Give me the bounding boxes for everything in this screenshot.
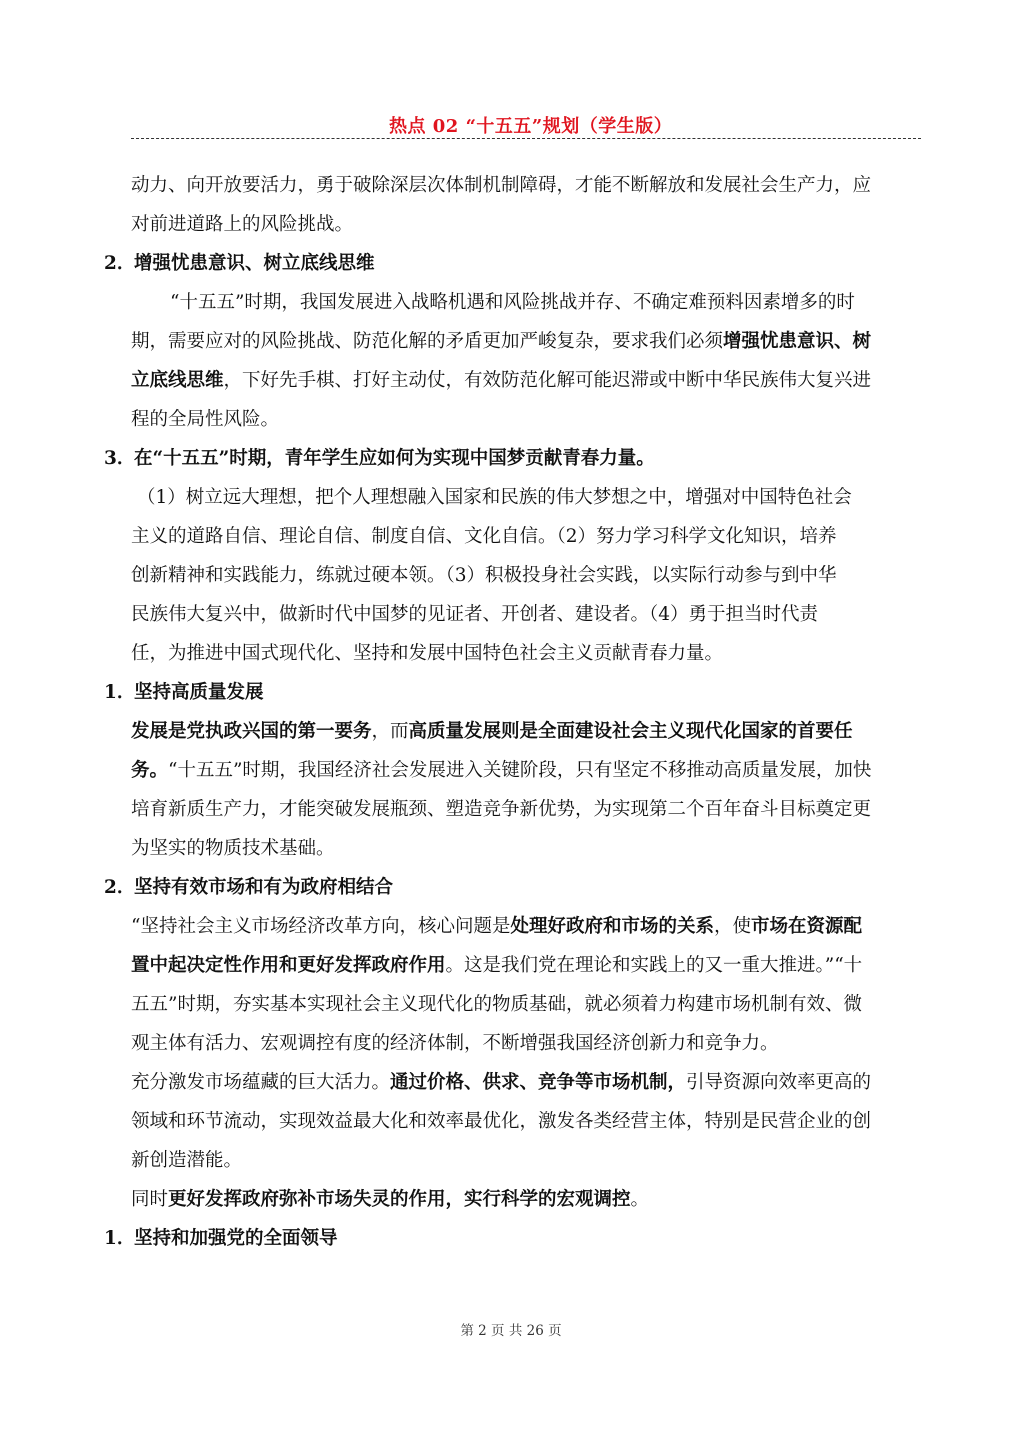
text-run: ，而 xyxy=(371,721,409,742)
text-run: 。 xyxy=(630,1189,650,1210)
bold-text-run: 通过价格、供求、竞争等市场机制， xyxy=(390,1072,687,1093)
bold-text-run: 发展是党执政兴国的第一要务 xyxy=(131,721,372,742)
heading-number: 2． xyxy=(104,253,136,274)
paragraph-line: 任，为推进中国式现代化、坚持和发展中国特色社会主义贡献青春力量。 xyxy=(131,643,724,664)
text-run: 引导资源向效率更高的 xyxy=(686,1072,872,1093)
paragraph-line xyxy=(104,1063,940,1102)
paragraph-line xyxy=(104,322,940,361)
bold-text-run: 更好发挥政府弥补市场失灵的作用，实行科学的宏观调控 xyxy=(168,1189,631,1210)
paragraph-line xyxy=(104,361,940,400)
heading-text: 坚持有效市场和有为政府相结合 xyxy=(134,877,394,898)
paragraph-line: 程的全局性风险。 xyxy=(131,409,280,430)
paragraph-line: 为坚实的物质技术基础。 xyxy=(131,838,335,859)
section-heading xyxy=(104,868,940,907)
paragraph-line: 对前进道路上的风险挑战。 xyxy=(131,214,354,235)
section-heading xyxy=(104,1219,940,1258)
heading-number: 2． xyxy=(104,877,136,898)
bold-text-run: 高质量发展则是全面建设社会主义现代化国家的首要任 xyxy=(408,721,853,742)
heading-text: 增强忧患意识、树立底线思维 xyxy=(134,253,375,274)
header-divider xyxy=(131,138,921,139)
heading-text: 坚持和加强党的全面领导 xyxy=(134,1228,338,1249)
paragraph-line xyxy=(104,1180,940,1219)
paragraph-line: 培育新质生产力，才能突破发展瓶颈、塑造竞争新优势，为实现第二个百年奋斗目标奠定更 xyxy=(131,799,872,820)
text-run: 。这是我们党在理论和实践上的又一重大推进。”“十 xyxy=(445,955,863,976)
document-body xyxy=(104,166,940,1258)
bold-text-run: 置中起决定性作用和更好发挥政府作用 xyxy=(131,955,446,976)
text-run: ，下好先手棋、打好主动仗，有效防范化解可能迟滞或中断中华民族伟大复兴进 xyxy=(223,370,872,391)
text-run: 期，需要应对的风险挑战、防范化解的矛盾更加严峻复杂，要求我们必须 xyxy=(131,331,724,352)
heading-text: 在“十五五”时期，青年学生应如何为实现中国梦贡献青春力量。 xyxy=(134,448,655,469)
paragraph-line: 领域和环节流动，实现效益最大化和效率最优化，激发各类经营主体，特别是民营企业的创 xyxy=(131,1111,872,1132)
bold-text-run: 务。 xyxy=(131,760,169,781)
section-heading xyxy=(104,439,940,478)
heading-number: 3． xyxy=(104,448,136,469)
heading-text: 坚持高质量发展 xyxy=(134,682,264,703)
text-run: 充分激发市场蕴藏的巨大活力。 xyxy=(131,1072,391,1093)
text-run: “十五五”时期，我国经济社会发展进入关键阶段，只有坚定不移推动高质量发展，加快 xyxy=(168,760,872,781)
bold-text-run: 市场在资源配 xyxy=(751,916,863,937)
paragraph-line: 新创造潜能。 xyxy=(131,1150,243,1171)
heading-number: 1． xyxy=(104,682,136,703)
paragraph-line: 创新精神和实践能力，练就过硬本领。（3）积极投身社会实践，以实际行动参与到中华 xyxy=(131,565,837,586)
paragraph-line xyxy=(104,712,940,751)
paragraph-line: 动力、向开放要活力，勇于破除深层次体制机制障碍，才能不断解放和发展社会生产力，应 xyxy=(131,175,872,196)
bold-text-run: 处理好政府和市场的关系 xyxy=(510,916,714,937)
text-run: 同时 xyxy=(131,1189,169,1210)
section-heading xyxy=(104,673,940,712)
heading-number: 1． xyxy=(104,1228,136,1249)
paragraph-line: 观主体有活力、宏观调控有度的经济体制，不断增强我国经济创新力和竞争力。 xyxy=(131,1033,779,1054)
paragraph-line: 主义的道路自信、理论自信、制度自信、文化自信。（2）努力学习科学文化知识，培养 xyxy=(131,526,837,547)
bold-text-run: 立底线思维 xyxy=(131,370,224,391)
section-heading xyxy=(104,244,940,283)
bold-text-run: 增强忧患意识、树 xyxy=(723,331,872,352)
text-run: ，使 xyxy=(713,916,751,937)
paragraph-line: 五五”时期，夯实基本实现社会主义现代化的物质基础，就必须着力构建市场机制有效、微 xyxy=(131,994,862,1015)
paragraph-line xyxy=(104,946,940,985)
text-run: “坚持社会主义市场经济改革方向，核心问题是 xyxy=(131,916,511,937)
paragraph-line: “十五五”时期，我国发展进入战略机遇和风险挑战并存、不确定难预料因素增多的时 xyxy=(170,292,855,313)
paragraph-line xyxy=(104,907,940,946)
paragraph-line xyxy=(104,751,940,790)
paragraph-line: （1）树立远大理想，把个人理想融入国家和民族的伟大梦想之中，增强对中国特色社会 xyxy=(137,487,852,508)
paragraph-line: 民族伟大复兴中，做新时代中国梦的见证者、开创者、建设者。（4）勇于担当时代责 xyxy=(131,604,819,625)
page-footer: 第 2 页 共 26 页 xyxy=(460,1323,562,1339)
page-header-title: 热点 02 “十五五”规划（学生版） xyxy=(389,116,673,137)
